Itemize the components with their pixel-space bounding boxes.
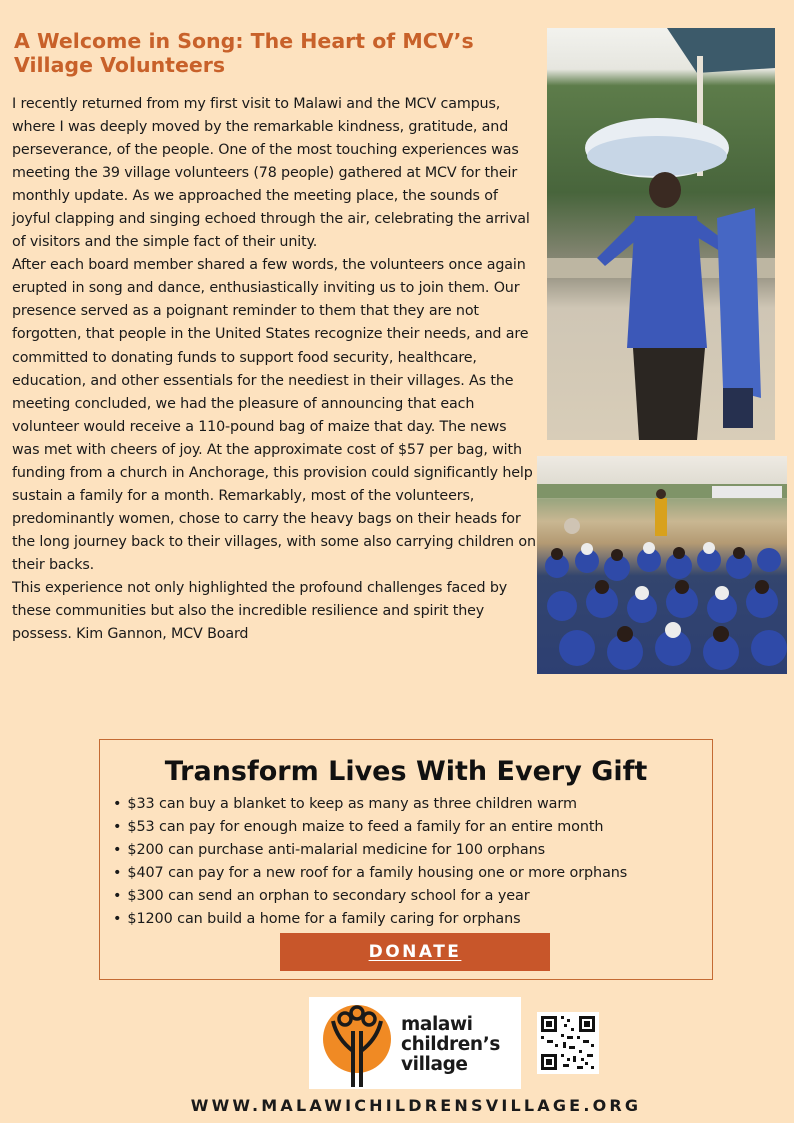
volunteer-carrying-maize-photo — [547, 28, 775, 440]
gift-list — [113, 793, 709, 931]
volunteers-gathering-photo — [537, 456, 787, 674]
website-url[interactable]: WWW.MALAWICHILDRENSVILLAGE.ORG — [190, 1096, 642, 1115]
article-paragraph: After each board member shared a few words, the volunteers once again erupted in song and dance, enthusiastically inviting us to join them. Our presence served as a poignant reminder to them that they are not forgotten, that people in the United States recognize their needs, and are committed to donating funds to support food security, healthcare, education, and other essentials for the neediest in their villages. As the meeting concluded, we had the pleasure of announcing that each volunteer would receive a 110-pound bag of maize that day. The news was met with cheers of joy. At the approximate cost of $57 per bag, with funding from a church in Anchorage, this provision could significantly help sustain a family for a month. Remarkably, most of the volunteers, predominantly women, chose to carry the heavy bags on their heads for the long journey back to their villages, with some also carrying children on their backs. — [12, 257, 536, 573]
logo-line: children’s — [401, 1034, 500, 1055]
gift-list-item: • $300 can send an orphan to secondary school for a year — [113, 885, 709, 908]
article-paragraph: I recently returned from my first visit to Malawi and the MCV campus, where I was deeply moved by the remarkable kindness, gratitude, and perseverance, of the people. One of the most touching experiences was meeting the 39 village volunteers (78 people) gathered at MCV for their monthly update. As we approached the meeting place, the sounds of joyful clapping and singing echoed through the air, celebrating the arrival of visitors and the simple fact of their unity. — [12, 96, 530, 251]
article-body — [12, 93, 536, 646]
gift-list-item: • $53 can pay for enough maize to feed a family for an entire month — [113, 816, 709, 839]
gift-list-item: • $1200 can build a home for a family caring for orphans — [113, 908, 709, 931]
qr-code[interactable] — [537, 1012, 599, 1074]
gift-list-item: • $407 can pay for a new roof for a family housing one or more orphans — [113, 862, 709, 885]
logo — [309, 997, 521, 1089]
article-title: A Welcome in Song: The Heart of MCV’s Village Volunteers — [14, 29, 474, 77]
gift-heading: Transform Lives With Every Gift — [164, 756, 648, 787]
tree-logo-icon — [315, 1001, 399, 1087]
qr-code-icon — [537, 1012, 599, 1074]
logo-wordmark — [401, 1015, 521, 1075]
logo-line: village — [401, 1054, 468, 1075]
logo-line: malawi — [401, 1014, 473, 1035]
donate-button[interactable]: DONATE — [280, 933, 550, 971]
gift-list-item: • $200 can purchase anti-malarial medicine for 100 orphans — [113, 839, 709, 862]
gift-list-item: • $33 can buy a blanket to keep as many as three children warm — [113, 793, 709, 816]
article-paragraph: This experience not only highlighted the profound challenges faced by these communities but also the incredible resilience and spirit they possess. Kim Gannon, MCV Board — [12, 579, 508, 643]
